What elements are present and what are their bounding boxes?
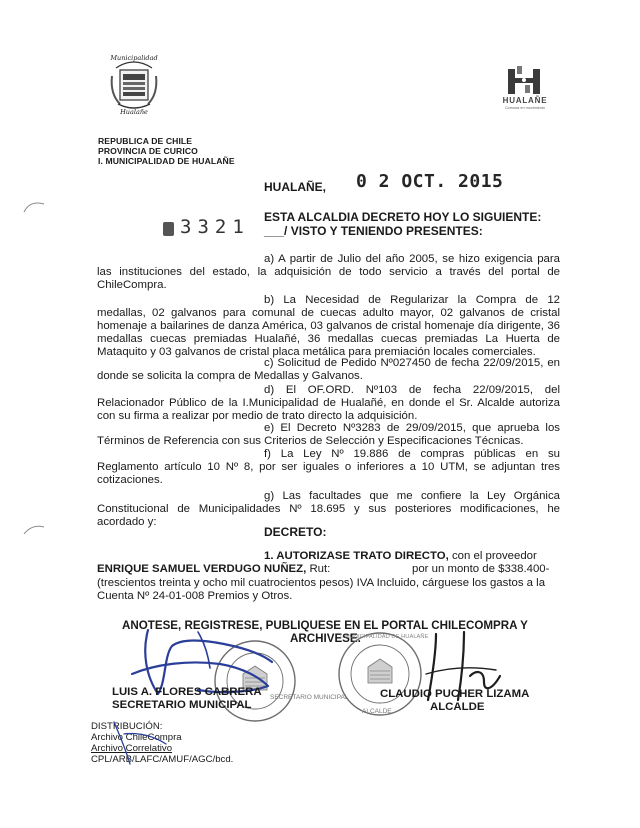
resolution-line-4: Cuenta Nº 24-01-008 Premios y Otros. [97, 590, 293, 602]
resolution-item-tail: con el proveedor [448, 550, 537, 562]
secretary-name: LUIS A. FLORES CABRERA [112, 686, 262, 698]
distribution-title: DISTRIBUCIÓN: [91, 721, 163, 732]
republic-label: REPUBLICA DE CHILE [98, 136, 193, 146]
decreto-title: DECRETO: [264, 525, 327, 539]
decree-number-mark [163, 222, 174, 236]
intro-line-2: ___/ VISTO Y TENIENDO PRESENTES: [264, 224, 483, 238]
date-stamp: 0 2 OCT. 2015 [356, 171, 504, 192]
h-logo-icon [504, 66, 546, 96]
consideration-b: b) La Necesidad de Regularizar la Compra de 12 medallas, 02 galvanos para comunal de cuecas adulto mayor, 02 galvanos de cristal homenaje a bailarines de danza América, 03 galvanos de cristal homenaje día dirigente, 36 medallas cuecas premiadas Hualañé, 36 medallas cuecas premiadas La Huerta de Mataquito y 03 galvanos de cristal placa metálica para premiación locales comerciales. [97, 294, 560, 358]
resolution-line-1 [264, 550, 537, 563]
scan-mark [22, 520, 46, 540]
municipality-label: I. MUNICIPALIDAD DE HUALAÑE [98, 156, 235, 166]
closing-line-2: ARCHIVESE. [290, 632, 361, 645]
logo-name: HUALAÑE [502, 96, 548, 105]
scan-mark [22, 196, 46, 216]
decree-number: 3321 [180, 216, 250, 238]
mayor-stamp-label: ALCALDE [362, 708, 392, 715]
place-label: HUALAÑE, [264, 180, 326, 194]
distribution-line: Archivo ChileCompra [91, 732, 182, 743]
consideration-f: f) La Ley Nº 19.886 de compras públicas en su Reglamento artículo 10 Nº 8, por ser iguales o inferiores a 10 UTM, se adjuntan tres cotizaciones. [97, 448, 560, 486]
logo-tagline: Comuna en movimiento [504, 106, 546, 110]
distribution-line: Archivo Correlativo [91, 743, 173, 754]
seal-text-top: Municipalidad [110, 54, 158, 62]
stamp-ring-text: I. MUNICIPALIDAD DE HUALAÑE [340, 634, 429, 640]
hualane-logo [494, 66, 556, 114]
resolution-line-3: (trescientos treinta y ocho mil cuatrocientos pesos) IVA Incluido, cárguese los gastos a la [97, 577, 546, 589]
municipal-seal [106, 54, 162, 118]
initials-scribble [104, 714, 176, 770]
consideration-d: d) El OF.ORD. Nº103 de fecha 22/09/2015, del Relacionador Público de la I.Municipalidad de Hualañé, en donde el Sr. Alcalde autoriza con su firma a realizar por medio de trato directo la adquisición. [97, 384, 560, 422]
resolution-amount: por un monto de $338.400- [412, 563, 550, 575]
mayor-name: CLAUDIO PUCHER LIZAMA [380, 688, 530, 700]
resolution-line-2 [97, 563, 330, 576]
province-label: PROVINCIA DE CURICO [98, 146, 198, 156]
seal-text-bottom: Hualañe [120, 108, 148, 116]
distribution-line: CPL/ARB/LAFC/AMUF/AGC/bcd. [91, 754, 234, 765]
rut-label: Rut: [306, 563, 331, 575]
consideration-e: e) El Decreto Nº3283 de 29/09/2015, que aprueba los Términos de Referencia con sus Criterios de Selección y Especificaciones Técnicas. [97, 422, 560, 447]
consideration-c: c) Solicitud de Pedido Nº027450 de fecha 22/09/2015, en donde se solicita la compra de Medallas y Galvanos. [97, 357, 560, 382]
consideration-a: a) A partir de Julio del año 2005, se hizo exigencia para las instituciones del estado, la adquisición de todo servicio a través del portal de ChileCompra. [97, 253, 560, 291]
secretary-stamp-label: SECRETARIO MUNICIPAL [270, 694, 349, 701]
provider-name: ENRIQUE SAMUEL VERDUGO NUÑEZ, [97, 563, 307, 575]
closing-line-1: ANOTESE, REGISTRESE, PUBLIQUESE EN EL PORTAL CHILECOMPRA Y [122, 619, 528, 632]
mayor-title: ALCALDE [430, 701, 485, 713]
secretary-title: SECRETARIO MUNICIPAL [112, 699, 252, 711]
consideration-g: g) Las facultades que me confiere la Ley Orgánica Constitucional de Municipalidades Nº 18.695 y sus posteriores modificaciones, he acordado y: [97, 490, 560, 528]
intro-line-1: ESTA ALCALDIA DECRETO HOY LO SIGUIENTE: [264, 210, 542, 224]
resolution-item: 1. AUTORIZASE TRATO DIRECTO, [264, 550, 449, 562]
